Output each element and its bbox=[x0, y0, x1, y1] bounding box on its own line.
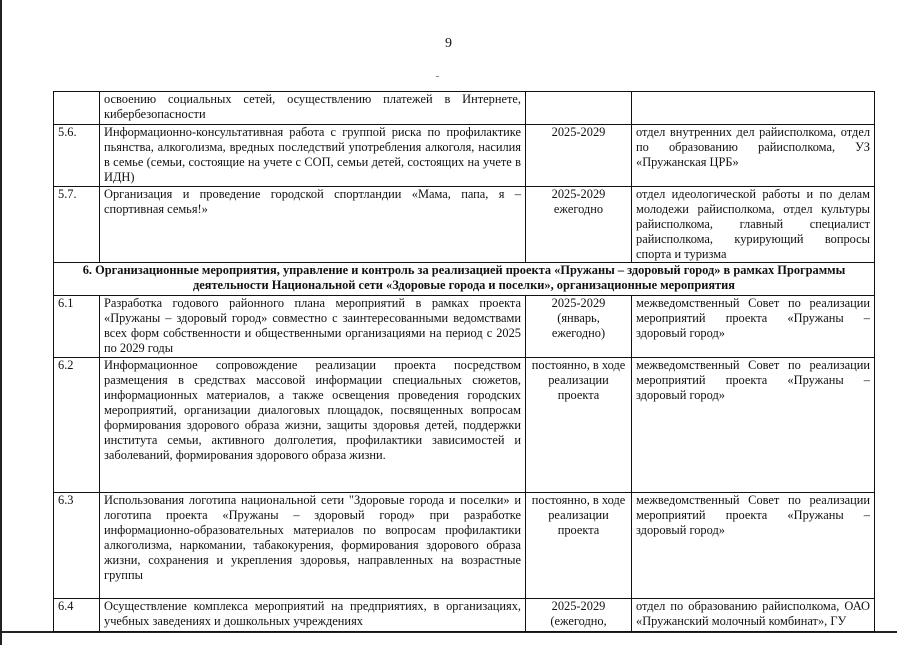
row-number bbox=[54, 92, 100, 125]
page-number: 9 bbox=[445, 36, 452, 51]
table-row bbox=[54, 187, 875, 263]
row-term: 2025-2029 (январь, ежегодно) bbox=[526, 296, 632, 358]
row-number: 5.6. bbox=[54, 125, 100, 187]
row-term: постоянно, в ходе реализации проекта bbox=[526, 358, 632, 493]
row-activity: Разработка годового районного плана мероприятий в рамках проекта «Пружаны – здоровый город» совместно с заинтересованными ведомствами всех форм собственности и общественными организациями на период с 2025 по 2029 годы bbox=[100, 296, 526, 358]
row-activity: Организация и проведение городской спортландии «Мама, папа, я – спортивная семья!» bbox=[100, 187, 526, 263]
page-left-border bbox=[0, 0, 2, 645]
row-term bbox=[526, 92, 632, 125]
row-activity: освоению социальных сетей, осуществлению платежей в Интернете, кибербезопасности bbox=[100, 92, 526, 125]
table-row bbox=[54, 296, 875, 358]
table-row bbox=[54, 599, 875, 632]
row-term: 2025-2029 bbox=[526, 125, 632, 187]
row-activity: Осуществление комплекса мероприятий на предприятиях, в организациях, учебных заведениях и дошкольных учреждениях bbox=[100, 599, 526, 632]
row-executor: отдел по образованию райисполкома, ОАО «Пружанский молочный комбинат», ГУ bbox=[632, 599, 875, 632]
row-activity: Использования логотипа национальной сети "Здоровые города и поселки» и логотипа проекта «Пружаны – здоровый город» при разработке информационно-образовательных материалов по вопросам профилактики алкоголизма, наркомании, табакокурения, формирования здорового образа жизни, сохранения и укрепления здоровья, направленных на возрастные группы bbox=[100, 493, 526, 599]
row-number: 6.3 bbox=[54, 493, 100, 599]
row-term: 2025-2029 ежегодно bbox=[526, 187, 632, 263]
table-row bbox=[54, 493, 875, 599]
row-activity: Информационное сопровождение реализации проекта посредством размещения в средствах массовой информации специальных сюжетов, информационных материалов, а также освещения проведения городских мероприятий, организации диалоговых площадок, посвященных вопросам формирования здорового образа жизни, защиты здоровья детей, поддержки института семьи, активного долголетия, профилактики зависимостей и заболеваний, формирования здорового образа жизни. bbox=[100, 358, 526, 493]
row-executor: межведомственный Совет по реализации мероприятий проекта «Пружаны – здоровый город» bbox=[632, 358, 875, 493]
row-number: 6.1 bbox=[54, 296, 100, 358]
row-executor: межведомственный Совет по реализации мероприятий проекта «Пружаны – здоровый город» bbox=[632, 493, 875, 599]
row-executor: отдел идеологической работы и по делам молодежи райисполкома, отдел культуры райисполкома, главный специалист райисполкома, курирующий вопросы спорта и туризма bbox=[632, 187, 875, 263]
table-row bbox=[54, 125, 875, 187]
row-executor: межведомственный Совет по реализации мероприятий проекта «Пружаны – здоровый город» bbox=[632, 296, 875, 358]
table-row bbox=[54, 358, 875, 493]
row-term: постоянно, в ходе реализации проекта bbox=[526, 493, 632, 599]
row-executor bbox=[632, 92, 875, 125]
row-activity: Информационно-консультативная работа с группой риска по профилактике пьянства, алкоголизма, вредных последствий употребления алкоголя, насилия в семье (семьи, состоящие на учете с СОП, семьи детей, состоящих на учете в ИДН) bbox=[100, 125, 526, 187]
row-term: 2025-2029 (ежегодно, bbox=[526, 599, 632, 632]
row-number: 6.2 bbox=[54, 358, 100, 493]
row-executor: отдел внутренних дел райисполкома, отдел по образованию райисполкома, УЗ «Пружанская ЦРБ» bbox=[632, 125, 875, 187]
plan-table bbox=[53, 91, 875, 632]
section-heading-row bbox=[54, 263, 875, 296]
table-row bbox=[54, 92, 875, 125]
row-number: 5.7. bbox=[54, 187, 100, 263]
row-number: 6.4 bbox=[54, 599, 100, 632]
scan-mark bbox=[436, 76, 439, 77]
section-heading: 6. Организационные мероприятия, управление и контроль за реализацией проекта «Пружаны – здоровый город» в рамках Программы деятельности Национальной сети «Здоровые города и поселки», организационные мероприятия bbox=[54, 263, 875, 296]
